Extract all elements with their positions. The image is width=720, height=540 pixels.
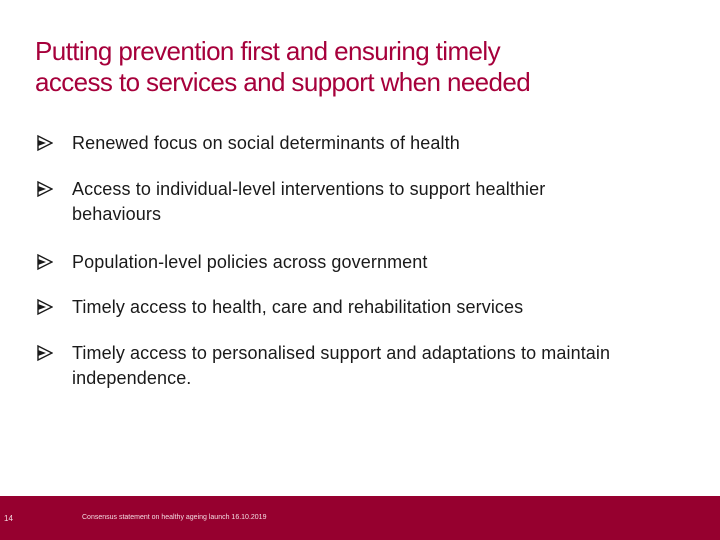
arrow-bullet-icon [37,132,53,154]
slide-title-line: Putting prevention first and ensuring timely [35,36,500,66]
page-number: 14 [4,514,13,523]
bullet-text [72,295,672,320]
footer-bar [0,496,720,540]
arrow-bullet-icon [37,296,53,318]
bullet-line: behaviours [72,204,162,224]
bullet-line: Population-level policies across government [72,252,428,272]
bullet-text [72,250,672,275]
footer-text: Consensus statement on healthy ageing launch 16.10.2019 [82,514,267,521]
bullet-line: Renewed focus on social determinants of health [72,133,460,153]
bullet-line: independence. [72,368,192,388]
arrow-bullet-icon [37,178,53,200]
bullet-line: Timely access to personalised support and adaptations to maintain [72,343,611,363]
bullet-text [72,341,672,391]
bullet-line: Timely access to health, care and rehabilitation services [72,297,524,317]
bullet-text [72,177,672,227]
slide-title-line: access to services and support when needed [35,67,531,97]
bullet-text [72,131,672,156]
arrow-bullet-icon [37,342,53,364]
arrow-bullet-icon [37,251,53,273]
bullet-line: Access to individual-level interventions to support healthier [72,179,546,199]
